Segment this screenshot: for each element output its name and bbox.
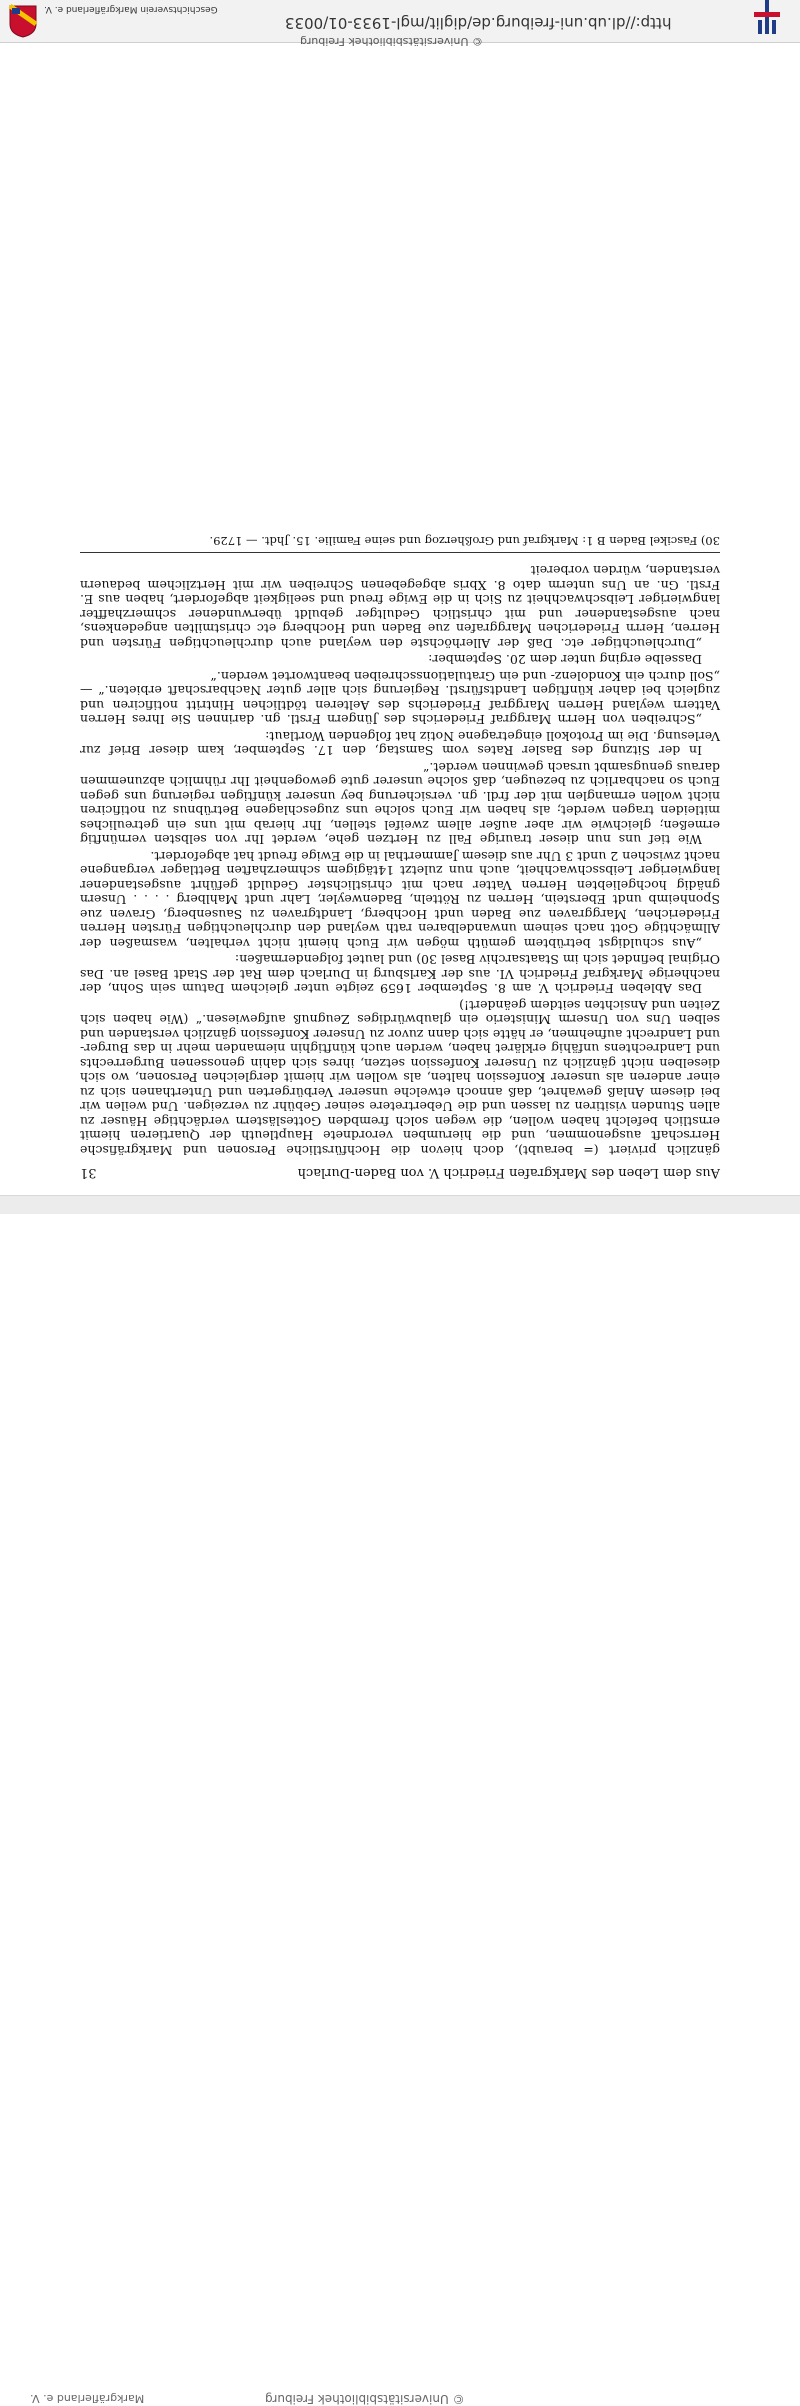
- paragraph: In der Sitzung des Basler Rates vom Samstag, den 17. September, kam dieser Brief zur Verlesung. Die im Protokoll eingetragene Notiz hat folgenden Wortlaut:: [80, 729, 720, 759]
- paragraph: Dasselbe erging unter dem 20. September:: [428, 652, 702, 668]
- footnote-separator: [80, 552, 720, 553]
- paragraph: „Durchleuchtiger etc. Daß der Allerhöchste den weyland auch durchleuchtigen Fürsten und Herren, Herrn Friederichen Marggrafen zue Baden und Hochberg etc christmilten angedenkens, nach ausgestandener und mit christlich Gedultger gebuldt überwundener schmerzhaffter langwieriger Leibschwachheit zu Sich in die Ewige freud und seeligkeit abgefordert, haben aus E. Frstl. Gn. an Uns unterm dato 8. Xbris abgegebenen Schreiben wir mit Hertzlichem bedauern verstanden, würden vorbereit: [80, 563, 720, 651]
- verein-label-bottom: Markgräflerland e. V.: [30, 2392, 145, 2405]
- footnote: 30) Fascikel Baden B 1: Markgraf und Großherzog und seine Familie. 15. Jhdt. — 1729.: [209, 534, 720, 548]
- paragraph: „Aus schuldigst betrübtem gemüth mögen wir Euch hiemit nicht verhalten, wasmaßen der Allmächtige Gott nach seinem unwandelbaren rath weyland den durchleuchtigen Fürsten Herren Friederichen, Marggraven zue Baden undt Hochberg, Landtgraven zu Sausenberg, Graven zue Sponheimb undt Eberstein, Herren zu Rötteln, Badenweyler, Lahr undt Mahlberg . . . . Unsern gnädig hochgeliebten Herren Vatter nach mit christlichster Geduldt geführt ausgestandener langwieriger Leibsschwachheit, auch nun zuletzt 14tägigem schmerzhaften Bettlager vergangene nacht zwischen 2 undt 3 Uhr aus diesem Jammerthal in die Ewige freudt hat abgefordert.: [80, 849, 720, 951]
- footnote-block: [80, 534, 720, 553]
- document-page: [80, 180, 720, 1180]
- rotated-page-content: [80, 180, 720, 1180]
- body-text: [80, 563, 720, 1157]
- paragraph: gänzlich priviert (= beraubt), doch hievon die Hochfürstliche Personen und Markgräfische Herrschaft ausgenommen, und die hierumben verordnete Hauptleuth der Quartieren hiemit ernstlich befelcht haben wollen, die wegen solch frembden Gotteslästern verdächtige Häuser zu allen Stunden visitiren zu lassen und die Uebertretere seiner Gebühr zu verzeigen. Und weilen wir bei diesem Anlaß gewahret, daß annoch etwelche unserer Verbürgerten und Unterthanen sich zu einer anderen als unserer Konfession halten, als wollen wir hiemit dergleichen Personen, wo sich dieselben nicht gänzlich zu Unserer Konfession setzen, ihres sich dahin genossenen Burgerrechts und Landrechtens unfähig erkläret haben, werden auch künftighin niemanden mehr in das Burger- und Landrecht aufnehmen, er hätte sich dann zuvor zu Unserer Konfession gänzlich verstanden und selben Uns von Unserm Ministerio ein glaubwürdiges Zeugnuß aufgewiesen.“ (Wie haben sich Zeiten und Ansichten seitdem geändert!): [80, 998, 720, 1158]
- university-logo-icon: [754, 0, 780, 34]
- copyright-text: © Universitätsbibliothek Freiburg: [300, 35, 483, 48]
- verein-label: Geschichtsverein Markgräflerland e. V.: [44, 4, 218, 14]
- running-header: [80, 1165, 720, 1180]
- permalink-url[interactable]: http://dl.ub.uni-freiburg.de/diglit/mgl-1933-01/0033: [285, 14, 672, 32]
- page-number: 31: [80, 1165, 97, 1180]
- footer-band-bottom: [0, 1195, 800, 2406]
- coat-of-arms-icon: [8, 4, 38, 38]
- running-title: Aus dem Leben des Markgrafen Friedrich V. von Baden-Durlach: [297, 1165, 720, 1180]
- paragraph: „Schreiben von Herrn Marggraf Friederichs des Jüngern Frstl. gn. darinnen Sie Ihres Herren Vattern weyland Herren Marggraf Friederichs des Aelteren tödtlichen Hintritt notificiren und zugleich bei daher künftigen Landtsfürstl. Regierung sich aller guter Nachbarschaft erbieten.“ — „Soll durch ein Kondolenz- und ein Gratulationsschreiben beantwortet werden.“: [80, 669, 720, 728]
- copyright-text-bottom: © Universitätsbibliothek Freiburg: [265, 2392, 465, 2406]
- paragraph: Das Ableben Friedrich V. am 8. September 1659 zeigte unter gleichem Datum sein Sohn, der nachherige Markgraf Friedrich VI. aus der Karlsburg in Durlach dem Rat der Stadt Basel an. Das Original befindet sich im Staatsarchiv Basel 30) und lautet folgendermaßen:: [80, 952, 720, 997]
- footer-band-top: [0, 0, 800, 48]
- paragraph: Wie tief uns nun dieser traurige Fall zu Hertzen gehe, werdet Ihr von selbsten vernünftig ermeßen; gleichwie wir aber außer allem zweifel stellen, Ihr hierab mit uns ein getreuliches mitleiden tragen werdet; als haben wir Euch solche uns zugeschlagene Betrübnus zu notificiren nicht wollen ermanglen mit der frdl. gn. versicherung bey unserer künftigen regierung uns gegen Euch so nachbarlich zu bezeugen, daß solche unserer gute gewogenheit Ihr rühmlich abzunemmen daraus genugsambt ursach gewinnen werdet.“: [80, 760, 720, 848]
